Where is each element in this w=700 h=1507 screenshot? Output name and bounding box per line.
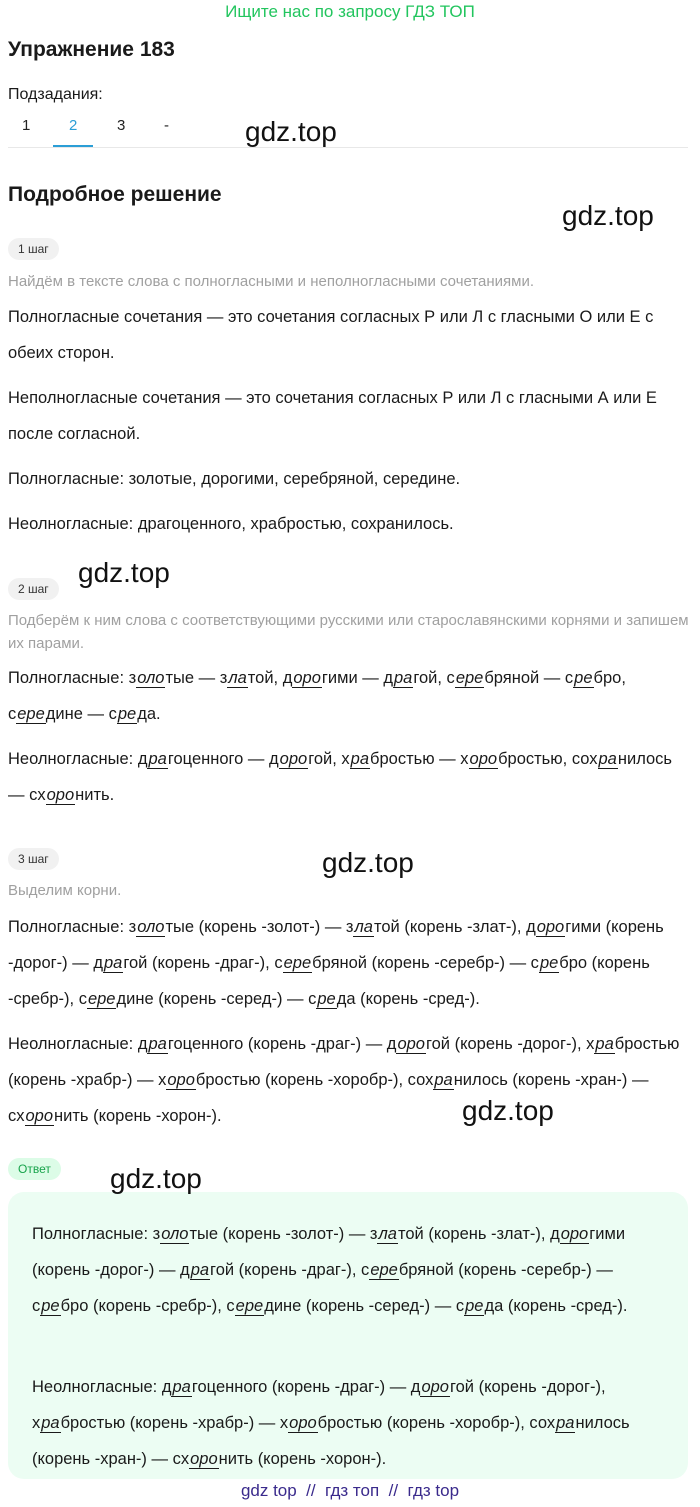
tab-2[interactable]: 2 — [69, 117, 78, 134]
watermark: gdz.top — [322, 847, 414, 878]
text-segment: бростью (корень -храбр-) — х — [8, 1035, 680, 1089]
root-marker: ра — [350, 750, 370, 768]
root-marker: оро — [167, 1071, 195, 1089]
root-marker: ла — [354, 918, 373, 936]
root-marker: ра — [595, 1035, 614, 1053]
root-marker: ре — [574, 669, 593, 687]
text-segment: той (корень -злат-), д — [397, 1225, 560, 1243]
text-segment: дине (корень -серед-) — с — [116, 990, 317, 1008]
root-marker: ра — [41, 1414, 60, 1432]
root-marker: оло — [137, 669, 165, 687]
step-text: Неполногласные сочетания — это сочетания согласных Р или Л с гласными А или Е после согласной. — [8, 389, 657, 443]
root-marker: оро — [397, 1035, 425, 1053]
root-marker: оро — [560, 1225, 589, 1243]
text-segment: гоценного (корень -драг-) — д — [191, 1378, 421, 1396]
text-segment: гоценного (корень -драг-) — д — [167, 1035, 397, 1053]
step-text: Неолногласные: драгоценного, храбростью, сохранилось. — [8, 515, 454, 533]
root-marker: ре — [465, 1297, 484, 1315]
watermark: gdz.top — [462, 1095, 554, 1126]
tab-more[interactable]: - — [164, 117, 169, 134]
text-segment: бростью — х — [370, 750, 469, 768]
root-marker: оло — [161, 1225, 189, 1243]
root-marker: ра — [103, 954, 123, 972]
root-marker: ере — [87, 990, 116, 1008]
text-segment: бро, с — [8, 669, 626, 723]
answer-text — [32, 1216, 657, 1324]
root-marker: оро — [46, 786, 75, 804]
root-marker: ра — [148, 1035, 167, 1053]
text-segment: нилось — сх — [8, 750, 673, 804]
text-segment: бро (корень -сребр-), с — [8, 954, 650, 1008]
text-segment: да (корень -сред-). — [484, 1297, 628, 1315]
text-segment: нилось (корень -хран-) — сх — [32, 1414, 630, 1468]
promo-banner: Ищите нас по запросу ГДЗ ТОП — [225, 2, 475, 21]
text-segment: гой (корень -драг-), с — [123, 954, 283, 972]
root-marker: ре — [317, 990, 336, 1008]
root-marker: ере — [235, 1297, 264, 1315]
answer-badge: Ответ — [8, 1158, 61, 1180]
root-marker: ра — [172, 1378, 191, 1396]
root-marker: ра — [434, 1071, 453, 1089]
watermark: gdz.top — [110, 1163, 202, 1194]
root-marker: оро — [190, 1450, 218, 1468]
root-marker: ра — [556, 1414, 575, 1432]
tab-1[interactable]: 1 — [22, 117, 31, 134]
text-segment: бро (корень -сребр-), с — [60, 1297, 235, 1315]
text-segment: той (корень -злат-), д — [373, 918, 536, 936]
step-badge: 3 шаг — [8, 848, 59, 870]
text-segment: бростью (корень -храбр-) — х — [60, 1414, 289, 1432]
text-segment: да (корень -сред-). — [336, 990, 480, 1008]
text-segment: нить (корень -хорон-). — [54, 1107, 222, 1125]
text-segment: нить. — [75, 786, 115, 804]
root-marker: ла — [378, 1225, 397, 1243]
text-segment: тые (корень -золот-) — з — [165, 918, 354, 936]
text-segment: гими — д — [321, 669, 393, 687]
step-hint: Подберём к ним слова с соответствующими русскими или старославянскими корнями и запишем их парами. — [8, 612, 689, 652]
text-segment: Полногласные: з — [32, 1225, 161, 1243]
step-badge: 1 шаг — [8, 238, 59, 260]
text-segment: нить (корень -хорон-). — [218, 1450, 387, 1468]
step-hint: Выделим корни. — [8, 882, 122, 899]
step-text — [8, 741, 693, 813]
text-segment: гой, с — [413, 669, 455, 687]
text-segment: той, д — [247, 669, 293, 687]
text-segment: дине (корень -серед-) — с — [264, 1297, 465, 1315]
root-marker: оло — [137, 918, 165, 936]
step-text — [8, 660, 693, 732]
active-tab-indicator — [53, 145, 93, 147]
root-marker: ере — [370, 1261, 398, 1279]
text-segment: гими (корень -дорог-) — д — [8, 918, 664, 972]
text-segment: бряной (корень -серебр-) — с — [32, 1261, 613, 1315]
text-segment: гой, х — [308, 750, 350, 768]
root-marker: оро — [293, 669, 321, 687]
watermark: gdz.top — [245, 116, 337, 147]
text-segment: нилось (корень -хран-) — сх — [8, 1071, 649, 1125]
root-marker: ла — [228, 669, 247, 687]
answer-text — [32, 1369, 657, 1477]
root-marker: оро — [469, 750, 498, 768]
text-segment: бростью (корень -хоробр-), сох — [317, 1414, 556, 1432]
step-text — [8, 1026, 693, 1134]
subtasks-label: Подзадания: — [8, 86, 103, 103]
text-segment: тые — з — [165, 669, 228, 687]
root-marker: оро — [289, 1414, 317, 1432]
text-segment: бростью (корень -хоробр-), сох — [195, 1071, 434, 1089]
root-marker: ра — [393, 669, 413, 687]
text-segment: бряной (корень -серебр-) — с — [312, 954, 539, 972]
text-segment: гой (корень -дорог-), х — [32, 1378, 606, 1432]
root-marker: ре — [539, 954, 559, 972]
root-marker: ра — [598, 750, 617, 768]
text-segment: бростью, сох — [498, 750, 598, 768]
step-text: Полногласные: золотые, дорогими, серебряной, середине. — [8, 470, 461, 488]
text-segment: гой (корень -дорог-), х — [425, 1035, 595, 1053]
footer-watermark: gdz top // гдз топ // гдз top — [240, 1481, 460, 1500]
text-segment: Неолногласные: д — [8, 1035, 148, 1053]
root-marker: ра — [190, 1261, 210, 1279]
text-segment: Неолногласные: д — [8, 750, 148, 768]
text-segment: Полногласные: з — [8, 669, 137, 687]
text-segment: гой (корень -драг-), с — [210, 1261, 370, 1279]
section-title: Подробное решение — [8, 183, 222, 206]
text-segment: дине — с — [45, 705, 117, 723]
text-segment: бряной — с — [484, 669, 574, 687]
step-badge: 2 шаг — [8, 578, 59, 600]
text-segment: да. — [137, 705, 161, 723]
watermark: gdz.top — [562, 200, 654, 231]
root-marker: оро — [279, 750, 308, 768]
root-marker: ре — [41, 1297, 60, 1315]
tab-3[interactable]: 3 — [117, 117, 126, 134]
text-segment: тые (корень -золот-) — з — [189, 1225, 378, 1243]
text-segment: Неолногласные: д — [32, 1378, 172, 1396]
watermark: gdz.top — [78, 557, 170, 588]
step-text: Полногласные сочетания — это сочетания согласных Р или Л с гласными О или Е с обеих сторон. — [8, 308, 654, 362]
step-text — [8, 909, 693, 1017]
root-marker: оро — [25, 1107, 54, 1125]
root-marker: ра — [148, 750, 167, 768]
subtask-tabs — [8, 117, 688, 148]
text-segment: гоценного — д — [167, 750, 279, 768]
page-title: Упражнение 183 — [8, 38, 175, 61]
text-segment: Полногласные: з — [8, 918, 137, 936]
root-marker: оро — [536, 918, 565, 936]
root-marker: ере — [283, 954, 312, 972]
root-marker: ере — [455, 669, 484, 687]
root-marker: ре — [117, 705, 137, 723]
root-marker: оро — [421, 1378, 449, 1396]
text-segment: гими (корень -дорог-) — д — [32, 1225, 626, 1279]
root-marker: ере — [17, 705, 45, 723]
step-hint: Найдём в тексте слова с полногласными и неполногласными сочетаниями. — [8, 273, 535, 290]
